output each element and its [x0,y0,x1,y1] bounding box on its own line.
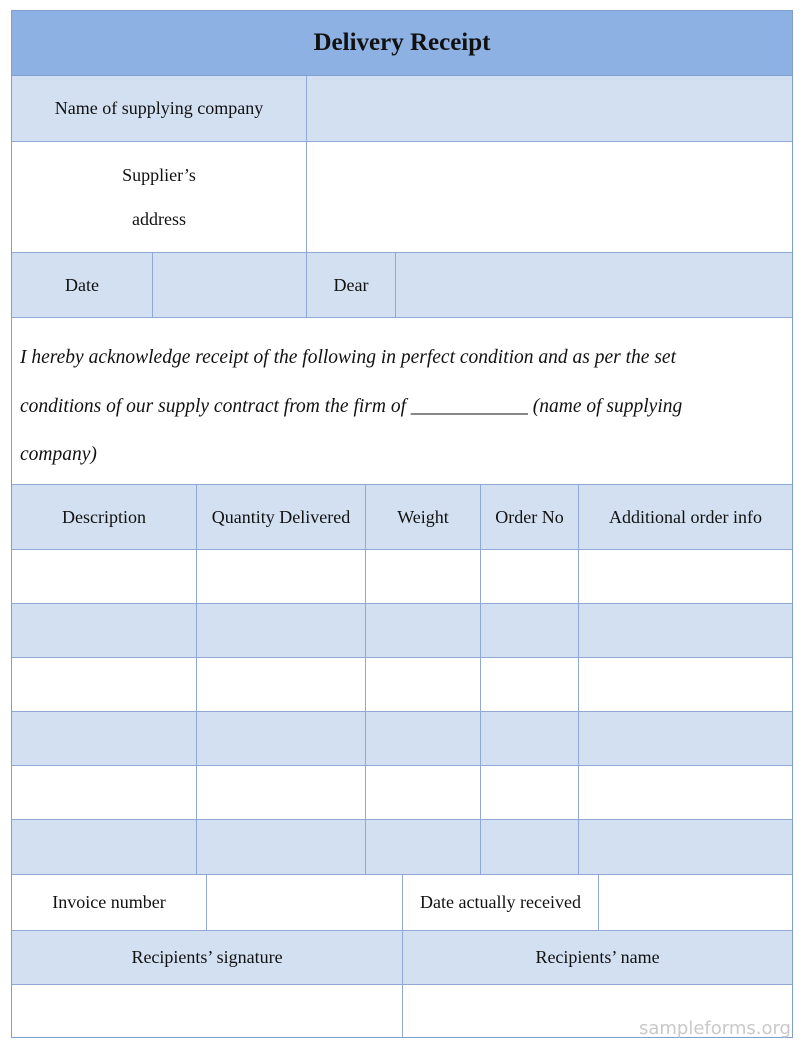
supplier-address-row [12,142,792,253]
table-cell-description[interactable] [12,712,197,765]
table-cell-weight[interactable] [366,820,481,874]
table-cell-quantity[interactable] [197,550,366,603]
table-cell-quantity[interactable] [197,712,366,765]
supplier-address-field[interactable] [307,142,792,252]
table-cell-weight[interactable] [366,712,481,765]
recipients-signature-field[interactable] [12,985,403,1037]
recipients-signature-label: Recipients’ signature [12,931,403,984]
supplier-address-label-line2: address [132,209,186,229]
table-cell-order-no[interactable] [481,604,579,657]
header-weight: Weight [366,485,481,549]
date-dear-row [12,253,792,318]
table-cell-weight[interactable] [366,550,481,603]
table-cell-description[interactable] [12,766,197,819]
table-cell-order-no[interactable] [481,712,579,765]
table-cell-additional-info[interactable] [579,550,792,603]
table-cell-additional-info[interactable] [579,658,792,711]
table-row [12,820,792,875]
table-cell-additional-info[interactable] [579,766,792,819]
date-received-label: Date actually received [403,875,599,930]
table-cell-weight[interactable] [366,766,481,819]
table-cell-order-no[interactable] [481,820,579,874]
invoice-number-label: Invoice number [12,875,207,930]
supplier-name-row [12,76,792,142]
table-row [12,550,792,604]
table-cell-additional-info[interactable] [579,820,792,874]
items-table-header [12,485,792,550]
recipients-name-label: Recipients’ name [535,947,660,967]
table-row [12,712,792,766]
table-cell-additional-info[interactable] [579,712,792,765]
table-cell-quantity[interactable] [197,604,366,657]
header-description: Description [12,485,197,549]
title-bar [12,11,792,76]
table-cell-description[interactable] [12,550,197,603]
table-cell-weight[interactable] [366,658,481,711]
supplier-address-label [12,142,307,252]
supplier-name-label: Name of supplying company [12,76,307,141]
table-row [12,766,792,820]
date-field[interactable] [153,253,307,317]
delivery-receipt-form [11,10,793,1038]
table-cell-description[interactable] [12,658,197,711]
table-cell-description[interactable] [12,820,197,874]
statement-line-3: company) [20,444,97,465]
recipient-labels-row [12,931,792,985]
date-received-field[interactable] [599,875,792,930]
table-cell-quantity[interactable] [197,658,366,711]
supplier-address-label-line1: Supplier’s [122,165,196,185]
dear-field[interactable] [396,253,792,317]
statement-line-2: conditions of our supply contract from the firm of ____________ (name of supplying [20,395,683,417]
date-label: Date [12,253,153,317]
table-cell-quantity[interactable] [197,766,366,819]
table-row [12,604,792,658]
invoice-row [12,875,792,931]
header-additional-order-info: Additional order info [609,506,762,527]
form-title: Delivery Receipt [313,29,491,56]
table-cell-weight[interactable] [366,604,481,657]
header-order-no: Order No [481,485,579,549]
acknowledgement-statement [12,318,792,485]
table-cell-additional-info[interactable] [579,604,792,657]
table-row [12,658,792,712]
watermark: sampleforms.org [638,1018,791,1039]
header-quantity-delivered: Quantity Delivered [197,485,366,549]
table-cell-order-no[interactable] [481,766,579,819]
table-cell-description[interactable] [12,604,197,657]
table-cell-quantity[interactable] [197,820,366,874]
statement-line-1: I hereby acknowledge receipt of the following in perfect condition and as per the set [20,347,676,368]
supplier-name-field[interactable] [307,76,792,141]
dear-label: Dear [307,253,396,317]
table-cell-order-no[interactable] [481,658,579,711]
invoice-number-field[interactable] [207,875,403,930]
table-cell-order-no[interactable] [481,550,579,603]
